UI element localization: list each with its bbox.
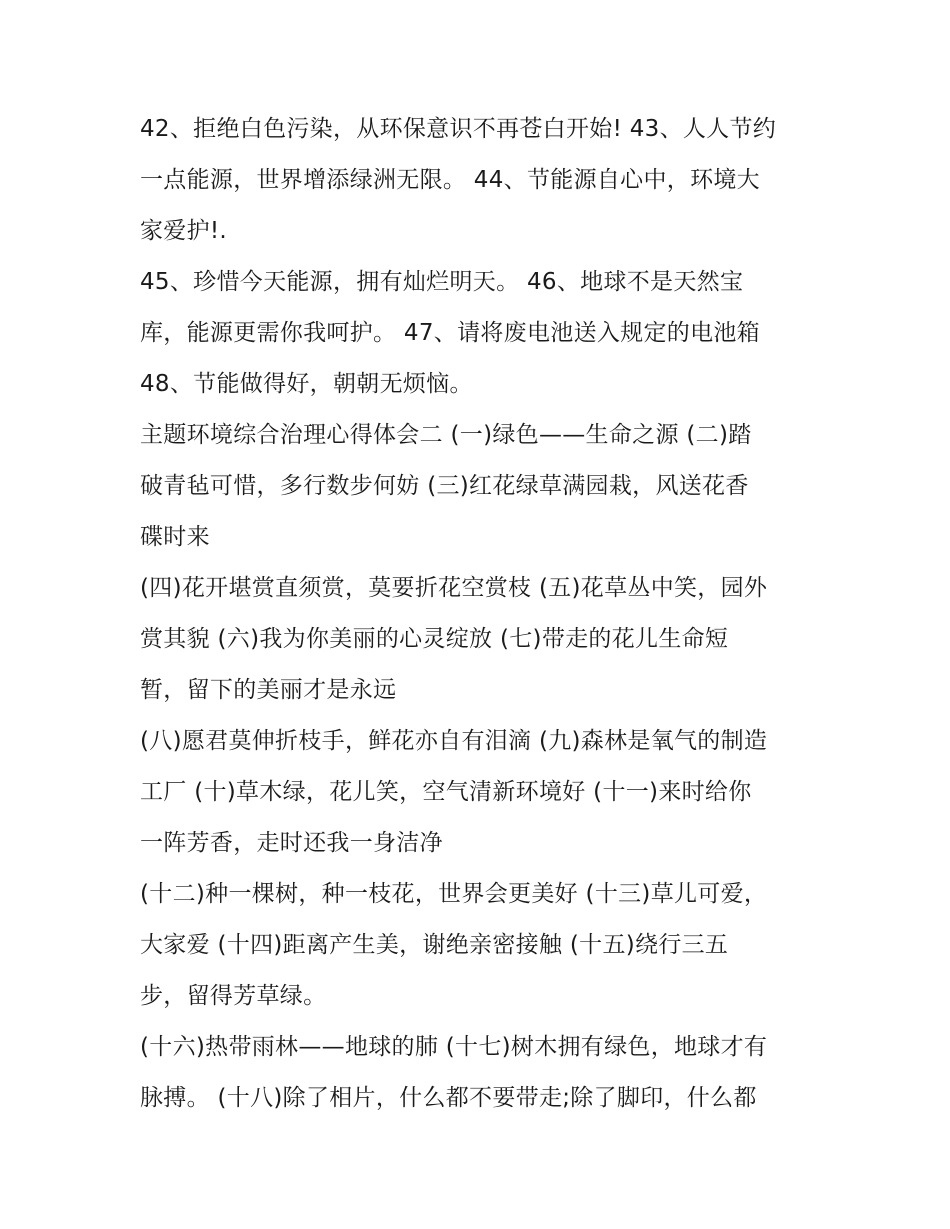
- text-line: 大家爱 (十四)距离产生美，谢绝亲密接触 (十五)绕行三五: [140, 932, 729, 958]
- text-line: (十二)种一棵树，种一枝花，世界会更美好 (十三)草儿可爱，: [140, 881, 768, 907]
- text-line: 主题环境综合治理心得体会二 (一)绿色——生命之源 (二)踏: [140, 422, 752, 448]
- text-line: 赏其貌 (六)我为你美丽的心灵绽放 (七)带走的花儿生命短: [140, 626, 729, 652]
- text-line: 家爱护!.: [140, 218, 228, 244]
- text-line: 破青毡可惜，多行数步何妨 (三)红花绿草满园栽，风送花香: [140, 473, 749, 499]
- text-line: 库，能源更需你我呵护。 47、请将废电池送入规定的电池箱: [140, 320, 760, 346]
- text-line: 步，留得芳草绿。: [140, 983, 327, 1009]
- document-body: [140, 104, 820, 1124]
- text-line: 48、节能做得好，朝朝无烦恼。: [140, 371, 473, 397]
- text-line: 一点能源，世界增添绿洲无限。 44、节能源自心中，环境大: [140, 167, 760, 193]
- text-line: (八)愿君莫伸折枝手，鲜花亦自有泪滴 (九)森林是氧气的制造: [140, 728, 768, 754]
- text-line: (十六)热带雨林——地球的肺 (十七)树木拥有绿色，地球才有: [140, 1034, 768, 1060]
- text-line: 45、珍惜今天能源，拥有灿烂明天。 46、地球不是天然宝: [140, 269, 744, 295]
- text-line: 工厂 (十)草木绿，花儿笑，空气清新环境好 (十一)来时给你: [140, 779, 752, 805]
- text-line: 42、拒绝白色污染，从环保意识不再苍白开始! 43、人人节约: [140, 116, 777, 142]
- text-line: (四)花开堪赏直须赏，莫要折花空赏枝 (五)花草丛中笑，园外: [140, 575, 768, 601]
- text-line: 暂，留下的美丽才是永远: [140, 677, 397, 703]
- text-line: 碟时来: [140, 524, 210, 550]
- text-line: 一阵芳香，走时还我一身洁净: [140, 830, 443, 856]
- text-line: 脉搏。 (十八)除了相片，什么都不要带走;除了脚印，什么都: [140, 1085, 757, 1111]
